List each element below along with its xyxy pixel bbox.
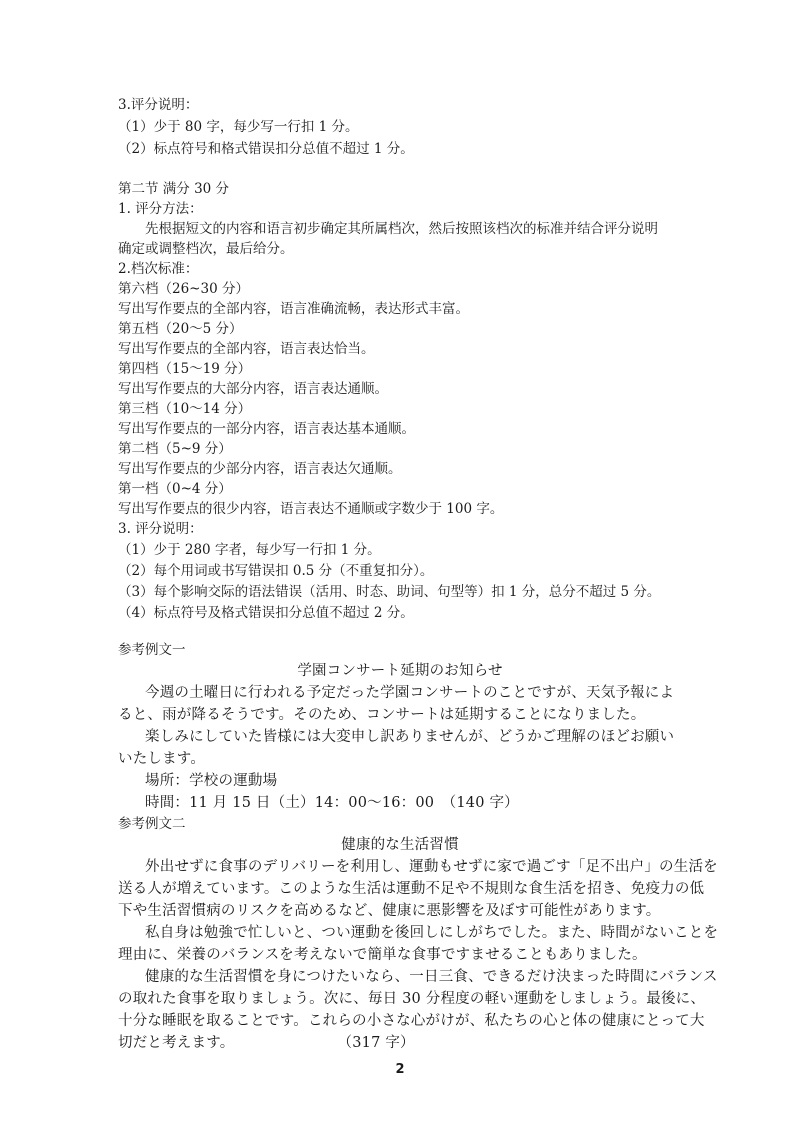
text-line: 写出写作要点的大部分内容，语言表达通顺。: [118, 381, 388, 397]
text-line: 十分な睡眠を取ることです。これらの小さな心がけが、私たちの心と体の健康にとって大: [118, 1013, 705, 1029]
page-number: 2: [395, 1062, 405, 1077]
text-line: 送る人が増えています。このような生活は運動不足や不規則な食生活を招き、免疫力の低: [118, 881, 705, 897]
text-line: （4）标点符号及格式错误扣分总值不超过 2 分。: [118, 605, 414, 621]
text-line: 切だと考えます。 （317 字）: [118, 1035, 415, 1051]
text-line: 今週の土曜日に行われる予定だった学園コンサートのことですが、天気予報によ: [145, 685, 675, 701]
text-line: 3. 评分说明：: [118, 521, 203, 537]
text-line: 第一档（0~4 分）: [118, 481, 232, 497]
text-line: 写出写作要点的很少内容，语言表达不通顺或字数少于 100 字。: [118, 501, 504, 517]
text-line: 写出写作要点的少部分内容，语言表达欠通顺。: [118, 461, 402, 477]
text-line: 写出写作要点的全部内容，语言准确流畅，表达形式丰富。: [118, 301, 469, 317]
text-line: 健康的な生活習慣を身につけたいなら、一日三食、できるだけ決まった時間にバランス: [145, 969, 718, 985]
text-line: の取れた食事を取りましょう。次に、毎日 30 分程度の軽い運動をしましょう。最後に、: [118, 991, 706, 1007]
text-line: （2）标点符号和格式错误扣分总值不超过 1 分。: [118, 141, 414, 157]
text-line: 3.评分说明：: [118, 97, 199, 113]
text-line: 1. 评分方法：: [118, 201, 203, 217]
text-line: 写出写作要点的全部内容，语言表达恰当。: [118, 341, 375, 357]
section-heading: 第二节 满分 30 分: [118, 181, 230, 197]
text-line: 第四档（15～19 分）: [118, 361, 252, 377]
text-line: （1）少于 80 字，每少写一行扣 1 分。: [118, 119, 359, 135]
text-line: 第六档（26~30 分）: [118, 281, 249, 297]
text-line: （2）每个用词或书写错误扣 0.5 分（不重复扣分）。: [118, 563, 434, 579]
text-line: 楽しみにしていた皆様には大変申し訳ありませんが、どうかご理解のほどお願い: [145, 729, 675, 745]
text-line: 第五档（20～5 分）: [118, 321, 243, 337]
sample-title: 学園コンサート延期のお知らせ: [297, 663, 503, 679]
text-line: 場所：学校の運動場: [145, 773, 278, 789]
text-line: 先根据短文的内容和语言初步确定其所属档次，然后按照该档次的标准并结合评分说明: [145, 221, 658, 237]
text-line: いたします。: [118, 751, 206, 767]
text-line: ると、雨が降るそうです。そのため、コンサートは延期することになりました。: [118, 707, 646, 723]
text-line: 第二档（5~9 分）: [118, 441, 232, 457]
text-line: （3）每个影响交际的语法错误（活用、时态、助词、句型等）扣 1 分，总分不超过 5 分。: [118, 584, 661, 600]
text-line: 私自身は勉強で忙しいと、つい運動を後回しにしがちでした。また、時間がないことを: [145, 925, 719, 941]
text-line: （1）少于 280 字者，每少写一行扣 1 分。: [118, 542, 381, 558]
text-line: 2.档次标准：: [118, 261, 199, 277]
text-line: 确定或调整档次，最后给分。: [118, 241, 294, 257]
text-line: 外出せずに食事のデリバリーを利用し、運動もせずに家で過ごす「足不出户」の生活を: [145, 859, 718, 875]
sample-heading: 参考例文一: [118, 642, 186, 658]
text-line: 時間：11 月 15 日（土）14：00～16：00 （140 字）: [145, 795, 519, 811]
text-line: 写出写作要点的一部分内容，语言表达基本通顺。: [118, 421, 415, 437]
sample-title: 健康的な生活習慣: [341, 837, 459, 853]
text-line: 下や生活習慣病のリスクを高めるなど、健康に悪影響を及ぼす可能性があります。: [118, 903, 661, 919]
text-line: 第三档（10～14 分）: [118, 401, 252, 417]
text-line: 理由に、栄養のバランスを考えないで簡単な食事ですませることもありました。: [118, 947, 647, 963]
sample-heading: 参考例文二: [118, 816, 186, 832]
